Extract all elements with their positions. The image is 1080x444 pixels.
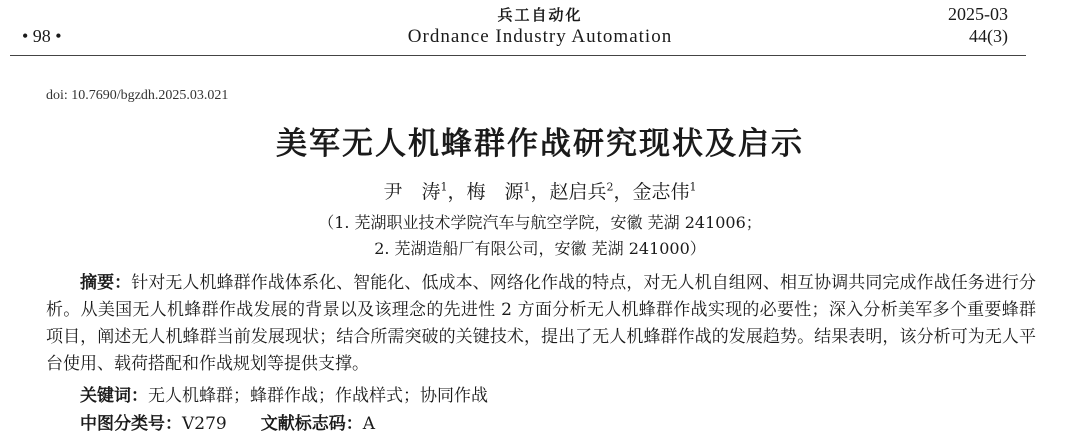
keywords — [80, 381, 488, 406]
author-affiliation-mark: 1 — [689, 180, 697, 194]
abstract — [46, 270, 1036, 378]
document-code-label: 文献标志码： — [260, 414, 363, 434]
author-separator: ， — [447, 181, 467, 203]
author-affiliation-mark: 1 — [523, 180, 531, 194]
journal-title-cn: 兵工自动化 — [497, 6, 583, 24]
keywords-text: 无人机蜂群；蜂群作战；作战样式；协同作战 — [148, 386, 488, 406]
author-affiliation-mark: 2 — [606, 180, 614, 194]
author-name: 金志伟 — [632, 181, 690, 203]
journal-title-en: Ordnance Industry Automation — [407, 26, 673, 47]
affiliation-line: 2. 芜湖造船厂有限公司，安徽 芜湖 241000） — [374, 239, 706, 258]
author-name: 梅 源 — [466, 181, 524, 203]
document-code-value: A — [362, 414, 376, 434]
author-list — [0, 177, 1080, 204]
classification-line — [80, 409, 375, 434]
volume-issue: 44(3) — [969, 26, 1008, 46]
author-name: 赵启兵 — [549, 181, 607, 203]
clc-label: 中图分类号： — [80, 414, 182, 434]
issue-date: 2025-03 — [948, 4, 1008, 24]
doi: doi: 10.7690/bgzdh.2025.03.021 — [46, 88, 229, 103]
abstract-text: 针对无人机蜂群作战体系化、智能化、低成本、网络化作战的特点，对无人机自组网、相互协调共同完成作战任务进行分析。从美国无人机蜂群作战发展的背景以及该理念的先进性 2 方面分析无人机蜂群作战实现的必要性；深入分析美军多个重要蜂群项目，阐述无人机蜂群当前发展现状；结合所需突破的关键技术，提出了无人机蜂群作战的发展趋势。结果表明，该分析可为无人平台使用、载荷搭配和作战规划等提供支撑。 — [46, 273, 1036, 374]
abstract-label: 摘要： — [80, 273, 132, 293]
header-rule — [10, 55, 1026, 56]
author-separator: ， — [530, 181, 550, 203]
author-name: 尹 涛 — [383, 181, 441, 203]
author-affiliation-mark: 1 — [440, 180, 448, 194]
affiliation-line: （1. 芜湖职业技术学院汽车与航空学院，安徽 芜湖 241006； — [318, 213, 762, 232]
clc-value: V279 — [182, 414, 227, 434]
author-separator: ， — [613, 181, 633, 203]
paper-title: 美军无人机蜂群作战研究现状及启示 — [276, 126, 804, 162]
keywords-label: 关键词： — [80, 386, 148, 406]
page-number: • 98 • — [22, 26, 62, 46]
